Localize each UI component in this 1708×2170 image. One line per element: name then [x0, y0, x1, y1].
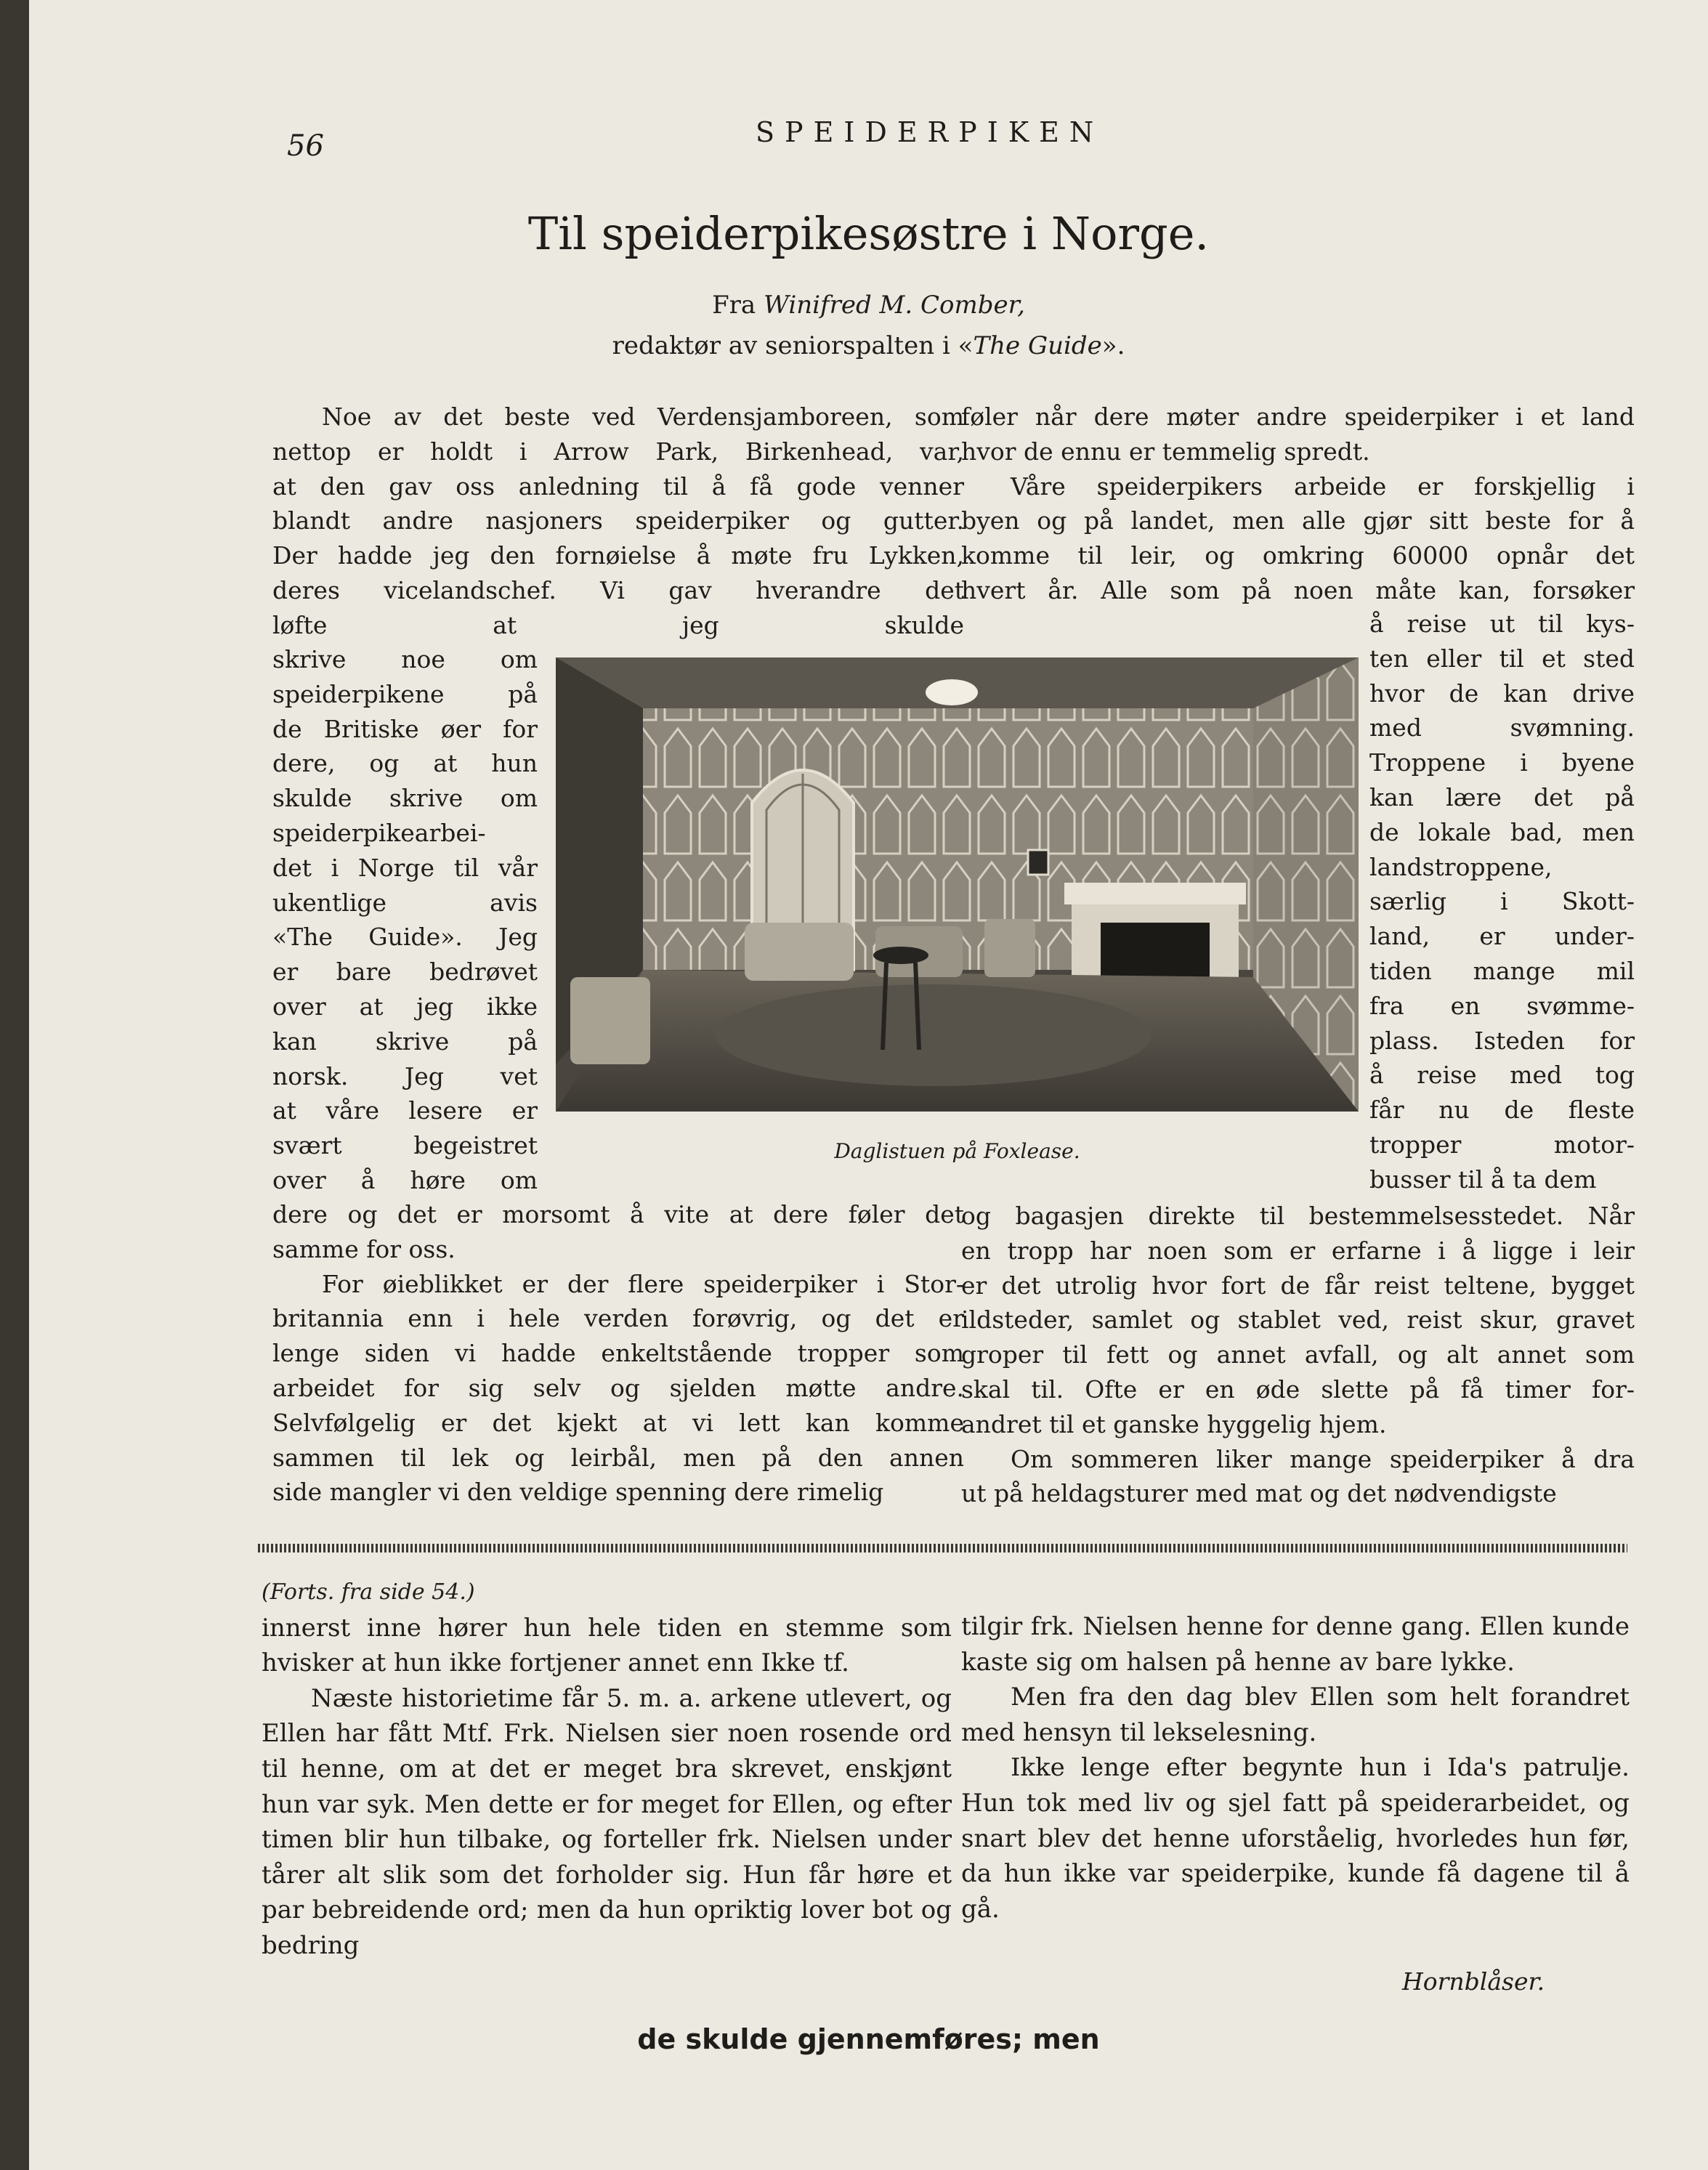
text-line: får nu de fleste [1369, 1096, 1635, 1125]
text-line: For øieblikket er der flere speiderpiker i Stor- [322, 1269, 964, 1298]
text-line: Troppene i byene [1369, 748, 1635, 777]
article-left-column-narrow [272, 642, 538, 1198]
text-line: at den gav oss anledning til å få gode venner [272, 471, 964, 501]
continuation-right-paragraph-1: tilgir frk. Nielsen henne for denne gang. Ellen kunde kaste sig om halsen på henne av bare lykke. [961, 1612, 1630, 1677]
page-number: 56 [287, 129, 324, 163]
text-line: å reise ut til kys- [1369, 610, 1635, 638]
text-line: og bagasjen direkte til bestemmelsesstedet. Når [961, 1202, 1635, 1230]
continuation-left-column [262, 1575, 952, 1964]
text-line: tropper motor- [1369, 1130, 1635, 1159]
signature: Hornblåser. [1402, 1967, 1545, 1996]
continuation-right-paragraph-3: Ikke lenge efter begynte hun i Ida's patrulje. Hun tok med liv og sjel fatt på speiderarbeidet, og snart blev det henne uforståelig, hvorledes hun før, da hun ikke var speiderpike, kunde få dagene til å gå. [961, 1753, 1630, 1924]
text-line: hvert år. Alle som på noen måte kan, forsøker [961, 575, 1635, 604]
text-line: ukentlige avis [272, 888, 538, 917]
text-line: arbeidet for sig selv og sjelden møtte andre. [272, 1373, 964, 1402]
section-divider [258, 1544, 1627, 1552]
text-line: skal til. Ofte er en øde slette på få timer for- [961, 1375, 1635, 1404]
text-line: særlig i Skott- [1369, 887, 1635, 916]
byline-author-line [29, 285, 1708, 325]
text-line: over at jeg ikke [272, 992, 538, 1021]
continuation-right-column [961, 1609, 1630, 1927]
text-line: blandt andre nasjoners speiderpiker og gutter. [272, 506, 964, 535]
text-line: Der hadde jeg den fornøielse å møte fru Lykken, [272, 541, 964, 570]
text-line: kan skrive på [272, 1027, 538, 1056]
text-line: dere og det er morsomt å vite at dere føler det [272, 1200, 964, 1228]
byline-prefix: Fra [712, 291, 756, 320]
role-suffix: ». [1101, 331, 1125, 360]
text-line: norsk. Jeg vet [272, 1061, 538, 1090]
text-line: skulde skrive om [272, 784, 538, 813]
text-line: britannia enn i hele verden forøvrig, og det er [272, 1304, 964, 1333]
article-byline [29, 285, 1708, 366]
text-line: at våre lesere er [272, 1096, 538, 1125]
article-right-column-top [961, 400, 1635, 608]
text-line: Om sommeren liker mange speiderpiker å dra [1011, 1444, 1635, 1473]
role-prefix: redaktør av seniorspalten i « [612, 331, 974, 360]
text-line: ten eller til et sted [1369, 644, 1635, 673]
text-line: ut på heldagsturer med mat og det nødvendigste [961, 1479, 1557, 1508]
text-line: busser til å ta dem [1369, 1165, 1597, 1194]
article-photo [556, 657, 1359, 1112]
text-line: tiden mange mil [1369, 956, 1635, 985]
article-title: Til speiderpikesøstre i Norge. [527, 207, 1210, 260]
text-line: land, er under- [1369, 922, 1635, 951]
continuation-left-paragraph-2: Næste historietime får 5. m. a. arkene utlevert, og Ellen har fått Mtf. Frk. Nielsen sier noen rosende ord til henne, om at det er meget bra skrevet, enskjønt hun var syk. Men dette er for meget for Ellen, og efter timen blir hun tilbake, og forteller frk. Nielsen under tårer alt slik som det forholder sig. Hun får høre et par bebreidende ord; men da hun opriktig lover bot og bedring [262, 1683, 952, 1960]
text-line: føler når dere møter andre speiderpiker i et land [961, 402, 1635, 431]
text-line: speiderpikene på [272, 679, 538, 708]
text-line: de Britiske øer for [272, 714, 538, 743]
text-line: nettop er holdt i Arrow Park, Birkenhead, var, [272, 437, 964, 466]
text-line: hvor de ennu er temmelig spredt. [961, 437, 1370, 466]
continuation-label: (Forts. fra side 54.) [262, 1579, 475, 1605]
text-line: svært begeistret [272, 1131, 538, 1160]
text-line: lenge siden vi hadde enkeltstående tropper som [272, 1339, 964, 1368]
text-line: landstroppene, [1369, 852, 1553, 881]
text-line: komme til leir, og omkring 60000 opnår det [961, 541, 1635, 570]
text-line: de lokale bad, men [1369, 817, 1635, 846]
text-line: dere, og at hun [272, 749, 538, 778]
text-line: er bare bedrøvet [272, 958, 538, 987]
photo-caption: Daglistuen på Foxlease. [834, 1139, 1080, 1163]
text-line: hvor de kan drive [1369, 679, 1635, 708]
document-page [29, 0, 1708, 2170]
article-left-column-top [272, 400, 964, 643]
text-line: plass. Isteden for [1369, 1026, 1635, 1055]
publication-name: The Guide [973, 331, 1102, 360]
text-line: side mangler vi den veldige spenning dere rimelig [272, 1478, 884, 1507]
text-line: speiderpikearbei- [272, 818, 486, 847]
living-room-photo-illustration [556, 657, 1359, 1112]
text-line: «The Guide». Jeg [272, 923, 538, 952]
text-line: deres vicelandschef. Vi gav hverandre det [272, 575, 964, 604]
text-line: er det utrolig hvor fort de får reist teltene, bygget [961, 1271, 1635, 1300]
text-line: med svømning. [1369, 713, 1635, 742]
text-line: Selvfølgelig er det kjekt at vi lett kan komme [272, 1408, 964, 1437]
text-line: Noe av det beste ved Verdensjamboreen, som [322, 402, 964, 431]
text-line: løfte at jeg skulde [272, 610, 964, 639]
article-left-column-bottom [272, 1197, 964, 1510]
article-right-column-narrow [1369, 607, 1635, 1197]
byline-role-line [29, 325, 1708, 366]
text-line: å reise med tog [1369, 1061, 1635, 1090]
text-line: groper til fett og annet avfall, og alt annet som [961, 1340, 1635, 1369]
text-line: fra en svømme- [1369, 991, 1635, 1020]
text-line: byen og på landet, men alle gjør sitt beste for å [961, 506, 1635, 535]
article-right-column-bottom [961, 1199, 1635, 1511]
text-line: Våre speiderpikers arbeide er forskjellig i [1011, 471, 1635, 501]
text-line: det i Norge til vår [272, 853, 538, 882]
author-name: Winifred M. Comber, [764, 291, 1025, 320]
tail-line: de skulde gjennemføres; men [637, 2023, 1100, 2055]
text-line: over å høre om [272, 1165, 538, 1194]
continuation-right-paragraph-2: Men fra den dag blev Ellen som helt forandret med hensyn til lekselesning. [961, 1683, 1630, 1747]
text-line: samme for oss. [272, 1234, 456, 1263]
running-header: SPEIDERPIKEN [756, 116, 1104, 148]
text-line: en tropp har noen som er erfarne i å ligge i leir [961, 1236, 1635, 1265]
text-line: ildsteder, samlet og stablet ved, reist skur, gravet [961, 1305, 1635, 1335]
text-line: andret til et ganske hyggelig hjem. [961, 1409, 1387, 1438]
continuation-left-paragraph-1: innerst inne hører hun hele tiden en stemme som hvisker at hun ikke fortjener annet enn Ikke tf. [262, 1613, 952, 1678]
text-line: kan lære det på [1369, 782, 1635, 811]
text-line: sammen til lek og leirbål, men på den annen [272, 1443, 964, 1472]
text-line: skrive noe om [272, 645, 538, 673]
